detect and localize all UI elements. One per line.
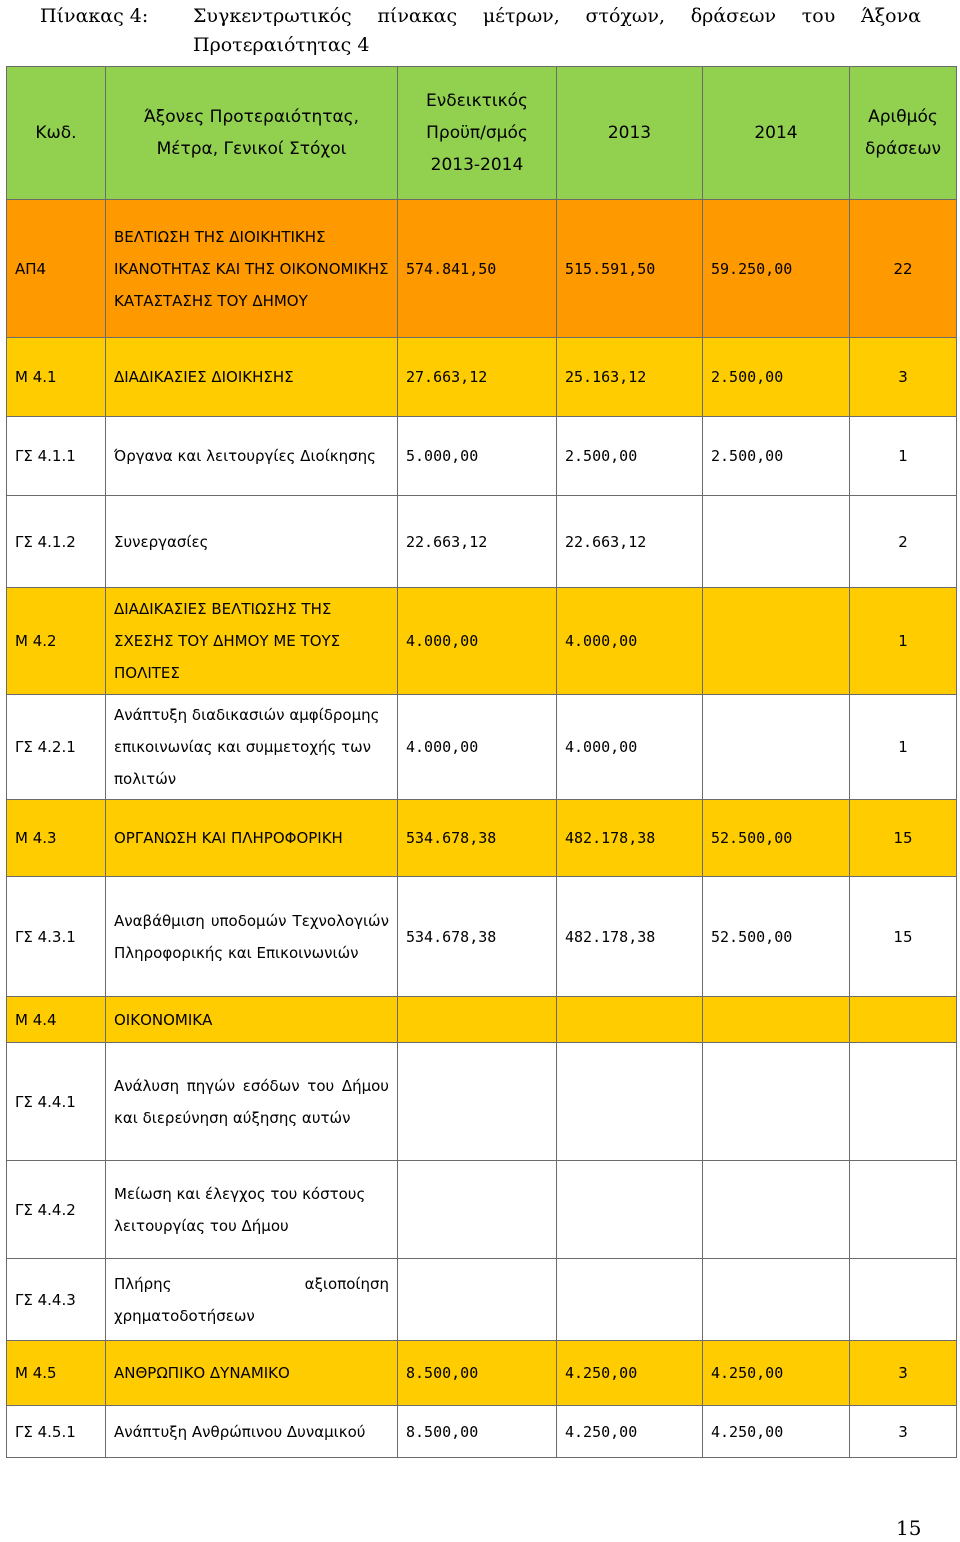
row-code: Μ 4.5: [7, 1341, 106, 1406]
table-row: [7, 496, 957, 588]
row-title: Αναβάθμιση υποδομών Τεχνολογιών Πληροφορικής και Επικοινωνιών: [106, 877, 398, 997]
row-code: Μ 4.4: [7, 997, 106, 1043]
row-actions: 22: [850, 200, 957, 338]
row-actions: [850, 1259, 957, 1341]
row-actions: 3: [850, 338, 957, 417]
row-2014: [703, 1259, 850, 1341]
table-row: [7, 1043, 957, 1161]
row-budget: 574.841,50: [398, 200, 557, 338]
row-code: ΓΣ 4.2.1: [7, 695, 106, 800]
row-title: ΟΙΚΟΝΟΜΙΚΑ: [106, 997, 398, 1043]
row-2013: 22.663,12: [557, 496, 703, 588]
table-row: [7, 997, 957, 1043]
row-actions: 3: [850, 1406, 957, 1458]
row-2013: 4.250,00: [557, 1341, 703, 1406]
row-2013: 4.000,00: [557, 588, 703, 695]
row-code: ΓΣ 4.3.1: [7, 877, 106, 997]
caption-line-2: Προτεραιότητας 4: [193, 34, 370, 56]
priority-axis-table: [6, 66, 957, 1458]
row-code: Μ 4.3: [7, 800, 106, 877]
row-2013: [557, 1043, 703, 1161]
table-row: [7, 1341, 957, 1406]
row-budget: 4.000,00: [398, 695, 557, 800]
row-budget: 534.678,38: [398, 877, 557, 997]
row-2013: 4.000,00: [557, 695, 703, 800]
row-2013: 482.178,38: [557, 800, 703, 877]
row-budget: 5.000,00: [398, 417, 557, 496]
row-title: ΟΡΓΑΝΩΣΗ ΚΑΙ ΠΛΗΡΟΦΟΡΙΚΗ: [106, 800, 398, 877]
header-actions: Αριθμός δράσεων: [850, 67, 957, 200]
row-2013: [557, 1259, 703, 1341]
row-2014: 59.250,00: [703, 200, 850, 338]
row-2013: [557, 1161, 703, 1259]
header-code: Κωδ.: [7, 67, 106, 200]
row-code: ΑΠ4: [7, 200, 106, 338]
row-title: Συνεργασίες: [106, 496, 398, 588]
row-2014: 2.500,00: [703, 417, 850, 496]
table-row: [7, 338, 957, 417]
row-actions: 2: [850, 496, 957, 588]
row-title: ΔΙΑΔΙΚΑΣΙΕΣ ΒΕΛΤΙΩΣΗΣ ΤΗΣ ΣΧΕΣΗΣ ΤΟΥ ΔΗΜΟΥ ΜΕ ΤΟΥΣ ΠΟΛΙΤΕΣ: [106, 588, 398, 695]
row-code: ΓΣ 4.4.1: [7, 1043, 106, 1161]
row-title: Ανάπτυξη Ανθρώπινου Δυναμικού: [106, 1406, 398, 1458]
row-title: Όργανα και λειτουργίες Διοίκησης: [106, 417, 398, 496]
table-row: [7, 695, 957, 800]
row-budget: 8.500,00: [398, 1341, 557, 1406]
row-budget: 534.678,38: [398, 800, 557, 877]
row-title: Πλήρης αξιοποίηση χρηματοδοτήσεων: [106, 1259, 398, 1341]
row-title: Ανάπτυξη διαδικασιών αμφίδρομης επικοινωνίας και συμμετοχής των πολιτών: [106, 695, 398, 800]
header-budget: Ενδεικτικός Προϋπ/σμός 2013-2014: [398, 67, 557, 200]
table-row: [7, 588, 957, 695]
row-2014: [703, 1161, 850, 1259]
row-budget: [398, 1259, 557, 1341]
header-2013: 2013: [557, 67, 703, 200]
table-row: [7, 200, 957, 338]
row-actions: [850, 1161, 957, 1259]
row-title: ΔΙΑΔΙΚΑΣΙΕΣ ΔΙΟΙΚΗΣΗΣ: [106, 338, 398, 417]
row-2014: 52.500,00: [703, 877, 850, 997]
row-actions: 15: [850, 800, 957, 877]
row-budget: 4.000,00: [398, 588, 557, 695]
row-2013: 515.591,50: [557, 200, 703, 338]
row-2013: [557, 997, 703, 1043]
caption-label: Πίνακας 4:: [40, 5, 149, 27]
row-actions: 1: [850, 417, 957, 496]
row-2013: 4.250,00: [557, 1406, 703, 1458]
row-actions: 15: [850, 877, 957, 997]
header-row: [7, 67, 957, 200]
row-2013: 25.163,12: [557, 338, 703, 417]
row-code: ΓΣ 4.1.1: [7, 417, 106, 496]
row-budget: [398, 1161, 557, 1259]
row-code: Μ 4.1: [7, 338, 106, 417]
row-actions: [850, 997, 957, 1043]
row-2014: [703, 695, 850, 800]
table-row: [7, 1161, 957, 1259]
row-title: Μείωση και έλεγχος του κόστους λειτουργίας του Δήμου: [106, 1161, 398, 1259]
row-code: ΓΣ 4.4.3: [7, 1259, 106, 1341]
row-actions: 3: [850, 1341, 957, 1406]
header-axes: Άξονες Προτεραιότητας, Μέτρα, Γενικοί Στόχοι: [106, 67, 398, 200]
table-row: [7, 800, 957, 877]
row-title: Ανάλυση πηγών εσόδων του Δήμου και διερεύνηση αύξησης αυτών: [106, 1043, 398, 1161]
row-2014: 4.250,00: [703, 1406, 850, 1458]
row-2014: [703, 1043, 850, 1161]
row-code: ΓΣ 4.1.2: [7, 496, 106, 588]
row-budget: [398, 997, 557, 1043]
row-budget: [398, 1043, 557, 1161]
header-2014: 2014: [703, 67, 850, 200]
row-2013: 482.178,38: [557, 877, 703, 997]
row-budget: 8.500,00: [398, 1406, 557, 1458]
row-2014: 4.250,00: [703, 1341, 850, 1406]
table-row: [7, 417, 957, 496]
row-budget: 27.663,12: [398, 338, 557, 417]
row-code: ΓΣ 4.4.2: [7, 1161, 106, 1259]
row-code: Μ 4.2: [7, 588, 106, 695]
row-2014: [703, 588, 850, 695]
row-title: ΒΕΛΤΙΩΣΗ ΤΗΣ ΔΙΟΙΚΗΤΙΚΗΣ ΙΚΑΝΟΤΗΤΑΣ ΚΑΙ ΤΗΣ ΟΙΚΟΝΟΜΙΚΗΣ ΚΑΤΑΣΤΑΣΗΣ ΤΟΥ ΔΗΜΟΥ: [106, 200, 398, 338]
row-2013: 2.500,00: [557, 417, 703, 496]
row-actions: [850, 1043, 957, 1161]
table-row: [7, 1406, 957, 1458]
row-2014: [703, 496, 850, 588]
row-actions: 1: [850, 588, 957, 695]
caption-line-1: Συγκεντρωτικός πίνακας μέτρων, στόχων, δράσεων του Άξονα: [193, 5, 921, 27]
row-title: ΑΝΘΡΩΠΙΚΟ ΔΥΝΑΜΙΚΟ: [106, 1341, 398, 1406]
table-row: [7, 1259, 957, 1341]
table-row: [7, 877, 957, 997]
row-code: ΓΣ 4.5.1: [7, 1406, 106, 1458]
row-budget: 22.663,12: [398, 496, 557, 588]
row-2014: 2.500,00: [703, 338, 850, 417]
row-actions: 1: [850, 695, 957, 800]
row-2014: 52.500,00: [703, 800, 850, 877]
row-2014: [703, 997, 850, 1043]
page-number: 15: [896, 1516, 922, 1540]
